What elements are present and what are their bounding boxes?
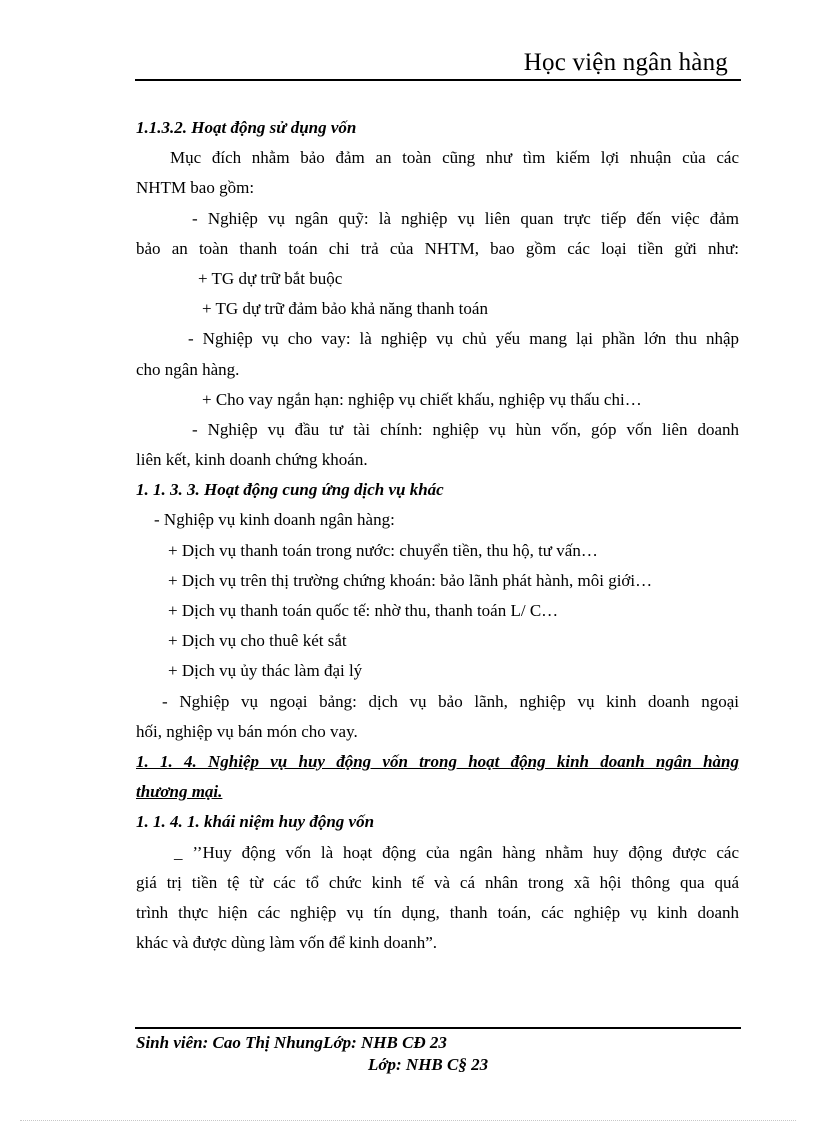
list-item: + TG dự trữ đảm bảo khả năng thanh toán — [202, 299, 488, 319]
heading-1-1-3-2: 1.1.3.2. Hoạt động sử dụng vốn — [136, 118, 357, 137]
paragraph-line: trình thực hiện các nghiệp vụ tín dụng, thanh toán, các nghiệp vụ kinh doanh — [136, 902, 739, 922]
paragraph-line: liên kết, kinh doanh chứng khoán. — [136, 450, 368, 470]
list-item: + Dịch vụ cho thuê két sắt — [168, 631, 347, 651]
paragraph-line: - Nghiệp vụ cho vay: là nghiệp vụ chủ yếu mang lại phần lớn thu nhập — [188, 329, 739, 349]
paragraph-line: khác và được dùng làm vốn để kinh doanh”. — [136, 933, 437, 953]
header-title: Học viện ngân hàng — [523, 49, 728, 76]
paragraph-line: _ ’’Huy động vốn là hoạt động của ngân hàng nhằm huy động được các — [174, 842, 739, 862]
heading-1-1-4-cont: thương mại. — [136, 782, 223, 802]
page-bottom-border — [20, 1120, 796, 1121]
header-rule — [135, 79, 741, 81]
heading-1-1-4: 1. 1. 4. Nghiệp vụ huy động vốn trong hoạt động kinh doanh ngân hàng — [136, 751, 739, 771]
paragraph-line: hối, nghiệp vụ bán món cho vay. — [136, 721, 358, 741]
list-item: + Dịch vụ thanh toán trong nước: chuyển tiền, thu hộ, tư vấn… — [168, 540, 598, 560]
paragraph-line: Mục đích nhằm bảo đảm an toàn cũng như tìm kiếm lợi nhuận của các — [170, 148, 739, 168]
list-item: + Dịch vụ ủy thác làm đại lý — [168, 661, 363, 681]
list-item: + Dịch vụ trên thị trường chứng khoán: bảo lãnh phát hành, môi giới… — [168, 570, 653, 590]
list-item: + TG dự trữ bắt buộc — [198, 268, 343, 288]
footer-student-info: Sinh viên: Cao Thị NhungLớp: NHB CĐ 23 — [136, 1033, 447, 1052]
list-item: - Nghiệp vụ kinh doanh ngân hàng: — [154, 510, 395, 530]
list-item: + Dịch vụ thanh toán quốc tế: nhờ thu, thanh toán L/ C… — [168, 601, 559, 620]
heading-1-1-4-1: 1. 1. 4. 1. khái niệm huy động vốn — [136, 812, 375, 832]
paragraph-line: cho ngân hàng. — [136, 359, 240, 379]
paragraph-line: - Nghiệp vụ ngân quỹ: là nghiệp vụ liên quan trực tiếp đến việc đảm — [192, 208, 739, 228]
paragraph-line: - Nghiệp vụ đầu tư tài chính: nghiệp vụ hùn vốn, góp vốn liên doanh — [192, 419, 739, 439]
heading-1-1-3-3: 1. 1. 3. 3. Hoạt động cung ứng dịch vụ khác — [136, 480, 444, 500]
paragraph-line: - Nghiệp vụ ngoại bảng: dịch vụ bảo lãnh, nghiệp vụ kinh doanh ngoại — [162, 691, 739, 711]
paragraph-line: bảo an toàn thanh toán chi trả của NHTM, bao gồm các loại tiền gửi như: — [136, 238, 739, 258]
paragraph-line: NHTM bao gồm: — [136, 178, 255, 198]
paragraph-line: giá trị tiền tệ từ các tổ chức kinh tế và cá nhân trong xã hội thông qua quá — [136, 872, 739, 892]
list-item: + Cho vay ngắn hạn: nghiệp vụ chiết khấu, nghiệp vụ thấu chi… — [202, 389, 642, 409]
body-text — [136, 113, 739, 958]
footer-class-info: Lớp: NHB C§ 23 — [368, 1055, 489, 1074]
footer-rule — [135, 1027, 741, 1029]
